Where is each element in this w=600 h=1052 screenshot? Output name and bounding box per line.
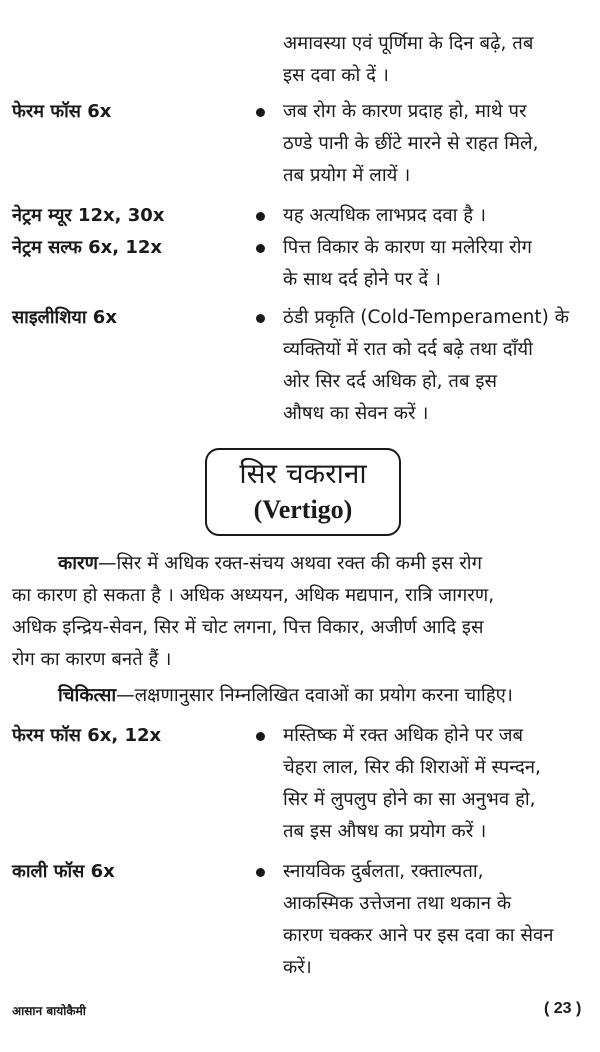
text-line: करें।	[283, 957, 312, 978]
text-line: का कारण हो सकता है । अधिक अध्ययन, अधिक मद्यपान, रात्रि जागरण,	[12, 585, 495, 606]
remedy-name: नेट्रम म्यूर 12x, 30x	[12, 205, 165, 226]
remedy-name: साइलीशिया 6x	[12, 307, 117, 328]
text-line: चेहरा लाल, सिर की शिराओं में स्पन्दन,	[283, 757, 541, 778]
section-heading-hindi: सिर चकराना	[239, 457, 367, 490]
remedy-description	[283, 96, 591, 192]
text-line	[12, 548, 594, 580]
text-line: तब इस औषध का प्रयोग करें ।	[283, 821, 487, 842]
bullet-icon	[256, 314, 265, 323]
treatment-label: चिकित्सा	[58, 685, 117, 706]
bullet-icon	[256, 108, 265, 117]
section-heading-english: (Vertigo)	[253, 495, 353, 524]
treatment-text: —लक्षणानुसार निम्नलिखित दवाओं का प्रयोग करना चाहिए।	[116, 685, 513, 706]
text-line: स्नायविक दुर्बलता, रक्ताल्पता,	[283, 861, 484, 882]
text-line: आकस्मिक उत्तेजना तथा थकान के	[283, 893, 512, 914]
text-line: के साथ दर्द होने पर दें ।	[283, 269, 442, 290]
remedy-name: फेरम फॉस 6x, 12x	[12, 725, 162, 746]
cause-paragraph	[12, 548, 594, 676]
text-line: मस्तिष्क में रक्त अधिक होने पर जब	[283, 725, 524, 746]
text-line: व्यक्तियों में रात को दर्द बढ़े तथा दाँयी	[283, 339, 533, 360]
text-line: अमावस्या एवं पूर्णिमा के दिन बढ़े, तब	[283, 33, 534, 54]
text-line: कारण चक्कर आने पर इस दवा का सेवन	[283, 925, 554, 946]
remedy-description	[283, 720, 591, 848]
continuation-text	[283, 28, 591, 92]
text-line: यह अत्यधिक लाभप्रद दवा है ।	[283, 205, 486, 226]
text-line: ठंडी प्रकृति (Cold-Temperament) के	[283, 307, 569, 328]
text-line: पित्त विकार के कारण या मलेरिया रोग	[283, 237, 532, 258]
remedy-description	[283, 200, 591, 232]
text-line: सिर में लुपलुप होने का सा अनुभव हो,	[283, 789, 536, 810]
text-line: तब प्रयोग में लायें ।	[283, 165, 411, 186]
bullet-icon	[256, 244, 265, 253]
text-line: ओर सिर दर्द अधिक हो, तब इस	[283, 371, 497, 392]
text-line: रोग का कारण बनते हैं ।	[12, 649, 172, 670]
remedy-description	[283, 232, 591, 296]
text-line: ठण्डे पानी के छींटे मारने से राहत मिले,	[283, 133, 539, 154]
section-heading-box	[205, 448, 401, 536]
bullet-icon	[256, 868, 265, 877]
remedy-description	[283, 856, 591, 984]
text-line: जब रोग के कारण प्रदाह हो, माथे पर	[283, 101, 527, 122]
text-line: अधिक इन्द्रिय-सेवन, सिर में चोट लगना, पित्त विकार, अजीर्ण आदि इस	[12, 617, 484, 638]
bullet-icon	[256, 212, 265, 221]
text-line: इस दवा को दें ।	[283, 65, 389, 86]
treatment-paragraph	[12, 680, 594, 712]
text-line	[12, 680, 594, 712]
remedy-name: काली फॉस 6x	[12, 861, 115, 882]
cause-text: —सिर में अधिक रक्त-संचय अथवा रक्त की कमी इस रोग	[97, 553, 482, 574]
bullet-icon	[256, 732, 265, 741]
remedy-name: नेट्रम सल्फ 6x, 12x	[12, 237, 163, 258]
remedy-description	[283, 302, 591, 430]
footer-book-title: आसान बायोकैमी	[12, 1004, 86, 1018]
cause-label: कारण	[58, 553, 98, 574]
text-line: औषध का सेवन करें ।	[283, 403, 429, 424]
footer-page-number: ( 23 )	[544, 1000, 582, 1017]
remedy-name: फेरम फॉस 6x	[12, 101, 112, 122]
